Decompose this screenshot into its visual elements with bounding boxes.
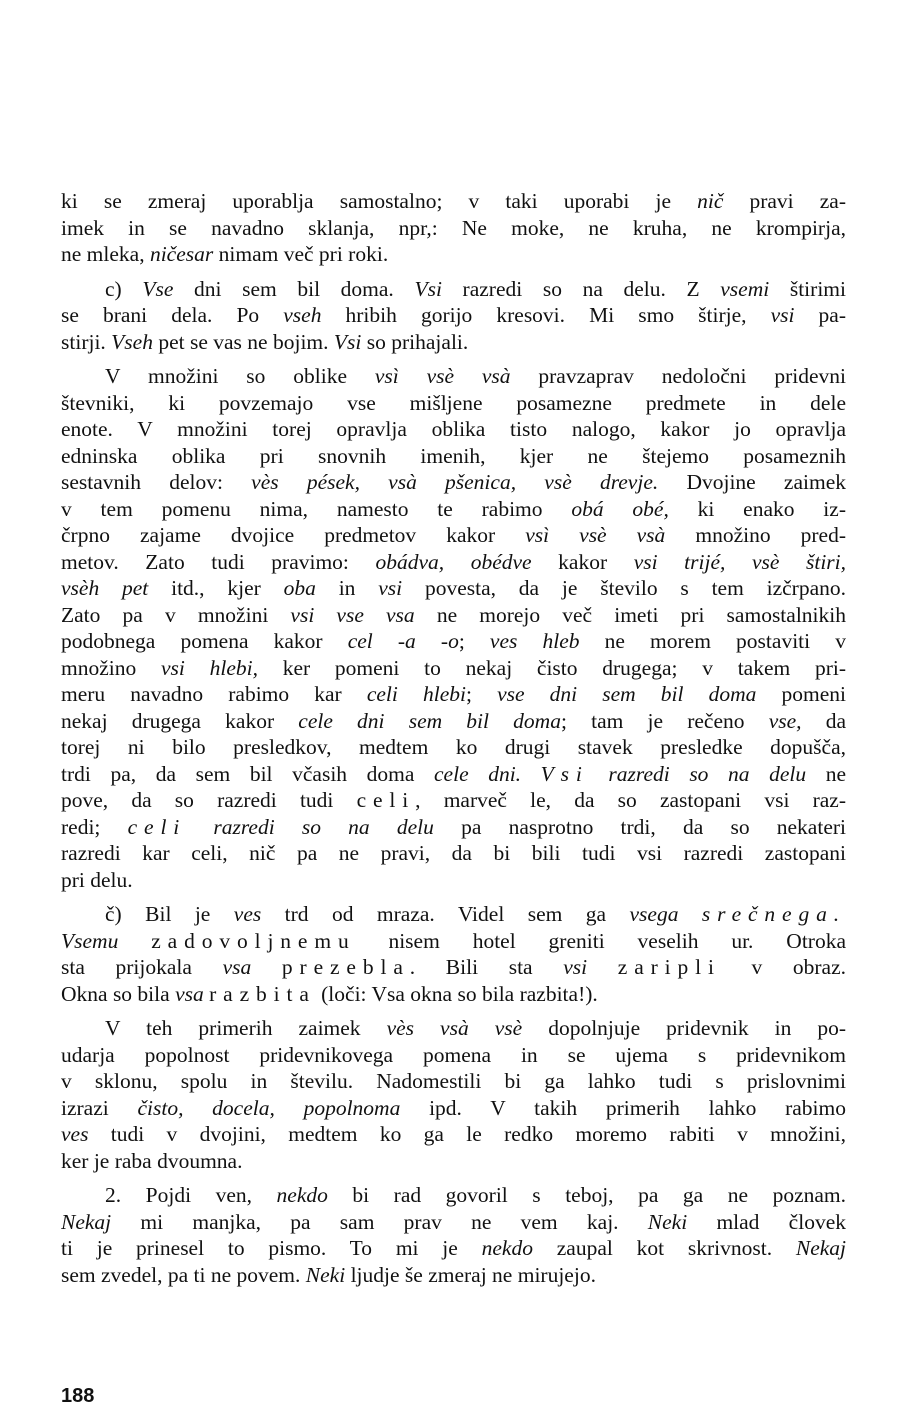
text-run: 2. Pojdi ven, <box>105 1183 277 1207</box>
text-line <box>61 575 846 602</box>
text-run: dni sem bil doma. <box>173 276 415 301</box>
emphasis-text: vsemi <box>720 276 770 301</box>
emphasis-text: čisto, docela, popolnoma <box>137 1095 401 1120</box>
text-line <box>61 469 846 496</box>
text-run: v tem pomenu nima, namesto te rabimo <box>61 496 572 521</box>
text-line <box>61 1209 846 1236</box>
text-run: mi manjka, pa sam prav ne vem kaj. <box>111 1209 648 1234</box>
text-run: so prihajali. <box>361 329 469 354</box>
emphasis-text: Neki <box>647 1209 688 1234</box>
text-run: dopolnjuje pridevnik in po- <box>522 1016 846 1040</box>
emphasis-text: ves hleb <box>489 629 580 653</box>
text-run: V množini so oblike <box>105 364 375 388</box>
paragraph-c <box>61 276 846 356</box>
emphasis-text: celi <box>356 788 416 812</box>
paragraph-gap <box>61 893 846 901</box>
text-run <box>589 762 609 786</box>
text-line <box>61 602 846 629</box>
text-run: v obraz. <box>720 955 846 979</box>
emphasis-text: ves <box>61 1122 89 1146</box>
text-line <box>61 1042 846 1069</box>
text-run: meru navadno rabimo kar <box>61 682 367 706</box>
text-run: kakor <box>531 549 634 574</box>
text-run: Okna so bila <box>61 981 176 1006</box>
text-line <box>61 241 846 268</box>
text-run: povesta, da je število s tem izčrpano. <box>402 576 846 600</box>
text-run: ljudje še zmeraj ne mirujejo. <box>345 1262 596 1287</box>
text-run: stirji. <box>61 329 112 354</box>
text-run: itd., kjer <box>148 576 284 600</box>
emphasis-text: vsa <box>222 955 252 979</box>
text-run: trdi pa, da sem bil včasih doma <box>61 761 435 786</box>
text-run: ne mleka, <box>61 242 150 266</box>
emphasis-text: vsi <box>770 303 795 327</box>
text-run: redi; <box>61 814 128 839</box>
text-run: sta prijokala <box>61 955 223 979</box>
emphasis-text: celi <box>127 814 187 839</box>
text-run <box>521 762 541 786</box>
text-line <box>61 928 846 955</box>
emphasis-text: cele dni sem bil doma <box>298 708 561 733</box>
text-line <box>61 787 846 814</box>
emphasis-text: Vsi <box>540 761 589 786</box>
text-line <box>61 761 846 788</box>
emphasis-text: Vse <box>142 276 174 301</box>
paragraph-continuation <box>61 188 846 268</box>
text-run: , marveč le, da so zastopani vsi raz- <box>415 788 846 812</box>
emphasis-text: prezebla <box>281 955 410 979</box>
emphasis-text: vse, <box>768 708 802 733</box>
emphasis-text: Vsemu <box>61 928 119 953</box>
text-run: ker je raba dvoumna. <box>61 1148 243 1173</box>
text-line <box>61 814 846 841</box>
text-line <box>61 867 846 894</box>
paragraph-primerih <box>61 1015 846 1174</box>
text-run: zaupal kot skrivnost. <box>532 1236 796 1260</box>
emphasis-text: Vsi <box>333 329 362 354</box>
emphasis-text: vsì vsè vsà <box>525 523 666 547</box>
text-run: ; tam je rečeno <box>560 708 769 733</box>
paragraph-c-caron <box>61 901 846 1007</box>
emphasis-text: razredi so na delu <box>608 761 807 786</box>
emphasis-text: obádva, obédve <box>375 549 532 574</box>
emphasis-text: zaripli <box>617 955 721 979</box>
text-line <box>61 1182 846 1209</box>
text-line <box>61 1235 846 1262</box>
emphasis-text: vès pések, vsà pšenica, vsè drevje. <box>251 470 659 494</box>
text-run: pravzaprav nedoločni pridevni <box>510 364 846 388</box>
text-run <box>678 902 701 926</box>
emphasis-text: nekdo <box>276 1183 328 1207</box>
text-line <box>61 628 846 655</box>
text-line <box>61 390 846 417</box>
emphasis-text: ničesar <box>149 242 214 266</box>
text-line <box>61 981 846 1008</box>
emphasis-text: Nekaj <box>61 1209 112 1234</box>
emphasis-text: vsi trijé, vsè štiri, <box>633 549 846 574</box>
body-text <box>61 188 846 1288</box>
emphasis-text: vsi <box>563 955 588 979</box>
text-line <box>61 329 846 356</box>
paragraph-gap <box>61 355 846 363</box>
text-run: ker pomeni to nekaj čisto drugega; v takem pri- <box>257 655 846 680</box>
text-run: metov. Zato tudi pravimo: <box>61 549 376 574</box>
text-run: pravi za- <box>723 189 846 213</box>
text-run: ; <box>465 682 498 706</box>
emphasis-text: nič <box>697 189 724 213</box>
text-line <box>61 549 846 576</box>
text-line <box>61 496 846 523</box>
text-run: množino <box>61 655 161 680</box>
paragraph-gap <box>61 1174 846 1182</box>
paragraph-2 <box>61 1182 846 1288</box>
text-run: tudi v dvojini, medtem ko ga le redko moremo rabiti v množini, <box>88 1122 846 1146</box>
text-run: razredi kar celi, nič pa ne pravi, da bi bili tudi vsi razredi zastopani <box>61 841 846 865</box>
text-run: izrazi <box>61 1095 138 1120</box>
text-run: podobnega pomena kakor <box>61 629 348 653</box>
text-run <box>186 815 213 839</box>
text-run: da <box>801 708 846 733</box>
text-run: pri delu. <box>61 867 133 892</box>
text-run: bi rad govoril s teboj, pa ga ne poznam. <box>327 1183 846 1207</box>
paragraph-mnozina <box>61 363 846 893</box>
text-run: ne <box>806 761 846 786</box>
emphasis-text: vse dni sem bil doma <box>497 682 757 706</box>
emphasis-text: vsega <box>629 902 679 926</box>
text-run: razredi so na delu. Z <box>441 276 721 301</box>
text-line <box>61 363 846 390</box>
text-line <box>61 681 846 708</box>
emphasis-text: oba <box>283 576 316 600</box>
text-run: števniki, ki povzemajo vse mišljene posamezne predmete in dele <box>61 390 846 415</box>
emphasis-text: razbita <box>209 981 316 1006</box>
text-run: pa- <box>794 303 846 327</box>
text-line <box>61 1148 846 1175</box>
emphasis-text: vsi <box>378 576 403 600</box>
emphasis-text: Vsi <box>414 276 442 301</box>
text-line <box>61 215 846 242</box>
text-run: ki enako iz- <box>668 496 846 521</box>
emphasis-text: vsi hlebi, <box>160 655 258 680</box>
text-run: ti je prinesel to pismo. To mi je <box>61 1236 482 1260</box>
emphasis-text: ves <box>233 902 262 926</box>
emphasis-text: vsi vse vsa <box>290 602 415 627</box>
text-run: nekaj drugega kakor <box>61 708 299 733</box>
emphasis-text: razredi so na delu <box>213 814 434 839</box>
emphasis-text: vsèh pet <box>61 576 149 600</box>
text-run: se brani dela. Po <box>61 303 284 327</box>
text-run: edninska oblika pri snovnih imenih, kjer ne štejemo posameznih <box>61 443 846 468</box>
text-run <box>587 955 618 979</box>
text-line <box>61 302 846 329</box>
text-run: imek in se navadno sklanja, npr,: Ne moke, ne kruha, ne krompirja, <box>61 215 846 240</box>
text-run: in <box>315 576 379 600</box>
text-line <box>61 276 846 303</box>
emphasis-text: Nekaj <box>795 1236 846 1260</box>
text-line <box>61 954 846 981</box>
text-line <box>61 655 846 682</box>
text-run: enote. V množini torej opravlja oblika tisto nalogo, kakor jo opravlja <box>61 417 846 441</box>
text-run: mlad človek <box>687 1209 846 1234</box>
text-run: pet se vas ne bojim. <box>152 329 334 354</box>
text-line <box>61 416 846 443</box>
text-run: ; <box>458 629 490 653</box>
emphasis-text: cel -a -o <box>347 629 459 653</box>
text-run: pa nasprotno trdi, da so nekateri <box>433 814 846 839</box>
emphasis-text: vsa <box>175 981 204 1006</box>
emphasis-text: celi hlebi <box>366 682 466 706</box>
text-line <box>61 1121 846 1148</box>
text-run: črpno zajame dvojice predmetov kakor <box>61 523 526 547</box>
text-line <box>61 188 846 215</box>
text-run: ki se zmeraj uporablja samostalno; v taki uporabi je <box>61 189 698 213</box>
text-run: množino pred- <box>665 523 846 547</box>
text-run: pomeni <box>756 682 846 706</box>
text-line <box>61 1262 846 1289</box>
text-run: trd od mraza. Videl sem ga <box>261 902 630 926</box>
text-line <box>61 734 846 761</box>
emphasis-text: Vseh <box>111 329 153 354</box>
text-run: torej ni bilo presledkov, medtem ko drugi stavek presledke dopušča, <box>61 735 846 759</box>
text-run: sestavnih delov: <box>61 470 252 494</box>
text-line <box>61 1095 846 1122</box>
emphasis-text: obá obé, <box>571 496 669 521</box>
text-line <box>61 1068 846 1095</box>
emphasis-text: nekdo <box>481 1236 533 1260</box>
text-run: Dvojine zaimek <box>658 470 846 494</box>
text-run: nisem hotel greniti veselih ur. Otroka <box>355 928 846 953</box>
emphasis-text: srečnega. <box>701 902 846 926</box>
text-line <box>61 708 846 735</box>
paragraph-gap <box>61 1007 846 1015</box>
text-run: štirimi <box>769 276 846 301</box>
emphasis-text: zadovoljnemu <box>151 928 356 953</box>
text-run: č) Bil je <box>105 902 234 926</box>
emphasis-text: vès vsà vsè <box>386 1016 523 1040</box>
emphasis-text: vseh <box>283 303 322 327</box>
text-run: (loči: Vsa okna so bila razbita!). <box>315 981 598 1006</box>
text-run: . Bili sta <box>409 955 564 979</box>
text-run: nimam več pri roki. <box>213 242 389 266</box>
text-line <box>61 443 846 470</box>
page-number: 188 <box>61 1385 95 1407</box>
text-run: c) <box>105 276 143 301</box>
text-line <box>61 522 846 549</box>
text-run: sem zvedel, pa ti ne povem. <box>61 1262 306 1287</box>
text-run: hribih gorijo kresovi. Mi smo štirje, <box>321 303 771 327</box>
text-line <box>61 840 846 867</box>
paragraph-gap <box>61 268 846 276</box>
text-run: ne morejo več imeti pri samostalnikih <box>414 602 846 627</box>
text-run: Zato pa v množini <box>61 602 291 627</box>
text-line <box>61 901 846 928</box>
text-run: ipd. V takih primerih lahko rabimo <box>400 1095 846 1120</box>
text-run: v sklonu, spolu in številu. Nadomestili bi ga lahko tudi s prislovnimi <box>61 1069 846 1093</box>
text-run <box>118 929 151 953</box>
emphasis-text: Neki <box>305 1262 346 1287</box>
text-run <box>251 955 282 979</box>
emphasis-text: cele dni. <box>434 761 522 786</box>
text-run: ne morem postaviti v <box>579 629 846 653</box>
text-run: V teh primerih zaimek <box>105 1016 387 1040</box>
text-run: pove, da so razredi tudi <box>61 788 357 812</box>
text-run: udarja popolnost pridevnikovega pomena in se ujema s pridevnikom <box>61 1042 846 1067</box>
emphasis-text: vsì vsè vsà <box>374 364 511 388</box>
text-line <box>61 1015 846 1042</box>
